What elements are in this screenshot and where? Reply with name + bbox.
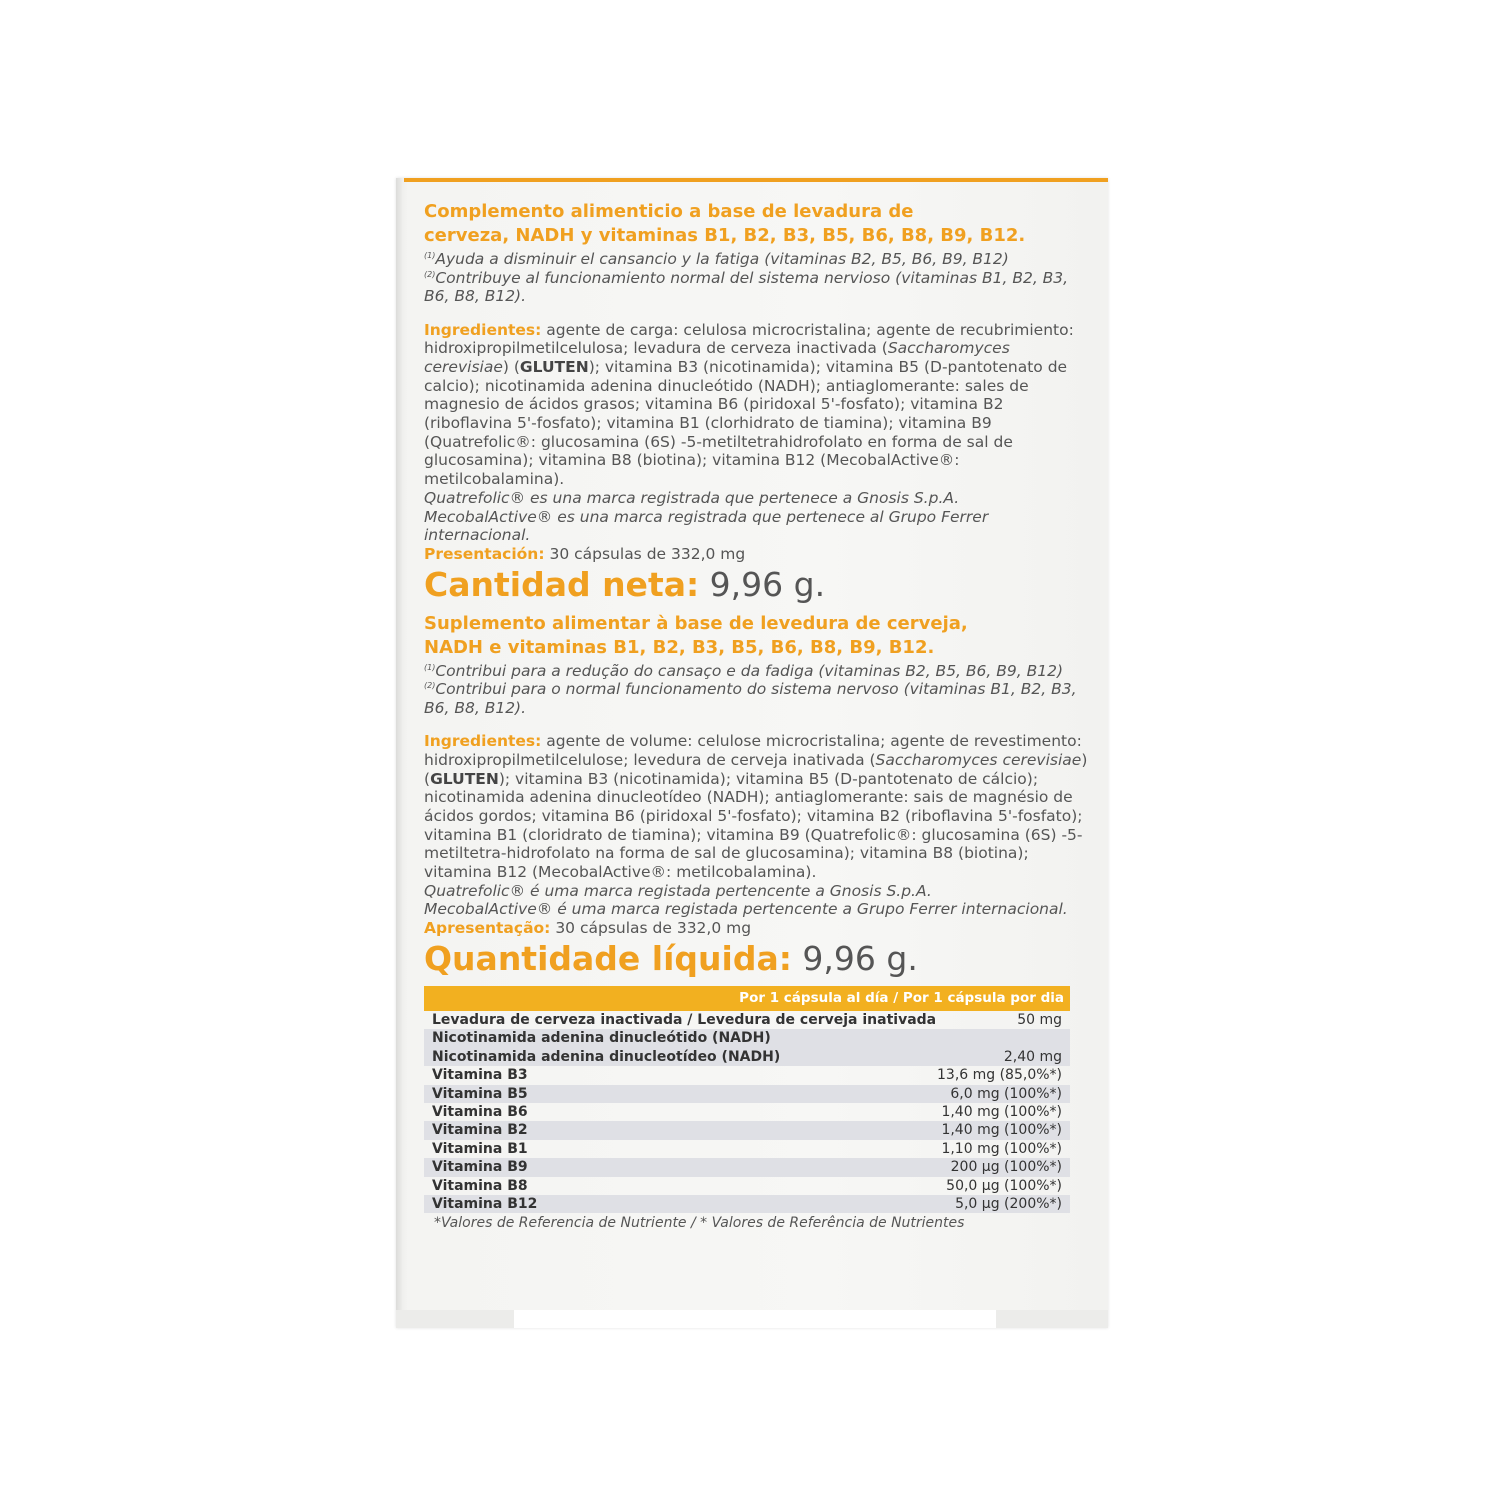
table-row [424, 1158, 1070, 1176]
es-claims [424, 250, 1092, 306]
table-row [424, 1066, 1070, 1084]
table-row-name: Vitamina B3 [432, 1067, 528, 1084]
table-row [424, 1085, 1070, 1103]
pt-ingredients-text-c: ); vitamina B3 (nicotinamida); vitamina B5 (D-pantotenato de cálcio); nicotinamida adenina dinucleotídeo (NADH); antiaglomerante: sais de magnésio de ácidos gordos; vitamina B6 (piridoxal 5'-fosfato); vitamina B2 (riboflavina 5'-fosfato); vitamina B1 (cloridrato de tiamina); vitamina B9 (Quatrefolic®: glucosamina (6S) -5-metiltetra-hidrofolato na forma de sal de glucosamina); vitamina B8 (biotina); vitamina B12 (MecobalActive®: metilcobalamina). [424, 769, 1083, 882]
box-bottom-flaps [396, 1310, 1108, 1328]
table-row [424, 1140, 1070, 1158]
pt-claim-2: Contribui para o normal funcionamento do sistema nervoso (vitaminas B1, B2, B3, B6, B8, B12). [424, 680, 1077, 717]
pt-net-label: Quantidade líquida: [424, 938, 792, 978]
pt-ingredients-species: Saccharomyces cerevisiae [875, 750, 1082, 769]
es-claim-2-mark: (2) [424, 269, 436, 279]
label-content [424, 200, 1092, 1232]
pt-net-value: 9,96 g. [791, 938, 918, 978]
box-top-orange-strip [404, 178, 1108, 182]
es-net-label: Cantidad neta: [424, 564, 700, 604]
es-ingredients-label: Ingredientes: [424, 320, 542, 339]
pt-headline-line-1: Suplemento alimentar à base de levedura de cerveja, [424, 612, 968, 634]
pt-claim-1: Contribui para a redução do cansaço e da fadiga (vitaminas B2, B5, B6, B9, B12) [435, 661, 1064, 680]
table-row [424, 1103, 1070, 1121]
table-row-value: 6,0 mg (100%*) [950, 1085, 1062, 1102]
nutrition-table [424, 986, 1070, 1232]
table-row [424, 1121, 1070, 1139]
pt-trademark-2: MecobalActive® é uma marca registada pertencente a Grupo Ferrer internacional. [424, 900, 1068, 919]
table-row-name: Vitamina B2 [432, 1122, 528, 1139]
nutrition-table-header: Por 1 cápsula al día / Por 1 cápsula por dia [424, 986, 1070, 1011]
pt-headline-line-2: NADH e vitaminas B1, B2, B3, B5, B6, B8, B9, B12. [424, 636, 935, 658]
pt-ingredients-text-b: ) ( [424, 750, 1088, 788]
table-row-name: Vitamina B1 [432, 1140, 528, 1157]
table-row-name: Vitamina B12 [432, 1195, 538, 1212]
table-row [424, 1029, 1070, 1047]
table-row-value: 1,40 mg (100%*) [941, 1122, 1062, 1139]
es-ingredients-species: Saccharomyces cerevisiae [424, 339, 1010, 376]
table-row-value: 200 µg (100%*) [950, 1159, 1062, 1176]
es-headline-line-2: cerveza, NADH y vitaminas B1, B2, B3, B5, B6, B8, B9, B12. [424, 225, 1026, 246]
table-row-name: Vitamina B8 [432, 1177, 528, 1194]
es-presentation-value: 30 cápsulas de 332,0 mg [544, 544, 746, 563]
table-row-name: Nicotinamida adenina dinucleotídeo (NADH) [432, 1048, 781, 1065]
es-net-quantity [424, 566, 1092, 604]
table-row-name: Vitamina B5 [432, 1085, 528, 1102]
pt-ingredients-allergen: GLUTEN [430, 769, 499, 788]
table-row-name: Levadura de cerveza inactivada / Levedura de cerveja inativada [432, 1011, 937, 1028]
box-flap-right [996, 1310, 1108, 1328]
es-ingredients-text-c: ); vitamina B3 (nicotinamida); vitamina B5 (D-pantotenato de calcio); nicotinamida adenina dinucleótido (NADH); antiaglomerante: sales de magnesio de ácidos grasos; vitamina B6 (piridoxal 5'-fosfato); vitamina B2 (riboflavina 5'-fosfato); vitamina B1 (clorhidrato de tiamina); vitamina B9 (Quatrefolic®: glucosamina (6S) -5-metiltetrahidrofolato en forma de sal de glucosamina); vitamina B8 (biotina); vitamina B12 (MecobalActive®: metilcobalamina). [424, 357, 1068, 489]
es-headline [424, 200, 1092, 248]
table-row-value: 5,0 µg (200%*) [955, 1195, 1062, 1212]
table-row-name: Vitamina B9 [432, 1159, 528, 1176]
pt-presentation-value: 30 cápsulas de 332,0 mg [550, 919, 752, 938]
box-side-edge [396, 178, 402, 1328]
table-row-value: 1,10 mg (100%*) [941, 1140, 1062, 1157]
table-row-name: Nicotinamida adenina dinucleótido (NADH) [432, 1030, 771, 1047]
pt-ingredients [424, 732, 1092, 882]
es-claim-1: Ayuda a disminuir el cansancio y la fatiga (vitaminas B2, B5, B6, B9, B12) [435, 250, 1009, 268]
table-row [424, 1048, 1070, 1066]
table-row-value: 13,6 mg (85,0%*) [937, 1067, 1062, 1084]
table-row-name: Vitamina B6 [432, 1103, 528, 1120]
box-flap-left [396, 1310, 514, 1328]
table-row-value: 50,0 µg (100%*) [946, 1177, 1062, 1194]
es-claim-1-mark: (1) [424, 251, 436, 260]
es-ingredients [424, 321, 1092, 489]
pt-ingredients-label: Ingredientes: [424, 732, 542, 751]
table-row-value: 2,40 mg [1003, 1048, 1062, 1065]
es-headline-line-1: Complemento alimenticio a base de levadura de [424, 201, 914, 222]
pt-net-quantity [424, 940, 1092, 978]
pt-presentation-label: Apresentação: [424, 919, 551, 938]
es-presentation-label: Presentación: [424, 544, 545, 563]
table-row-value: 1,40 mg (100%*) [941, 1103, 1062, 1120]
es-ingredients-allergen: GLUTEN [519, 357, 589, 376]
table-row-value: 50 mg [1017, 1011, 1062, 1028]
pt-claims [424, 662, 1092, 718]
es-net-value: 9,96 g. [699, 564, 826, 604]
nutrition-table-footnote: *Valores de Referencia de Nutriente / * Valores de Referência de Nutrientes [434, 1215, 965, 1232]
pt-claim-2-mark: (2) [424, 681, 436, 691]
pt-trademark-1: Quatrefolic® é uma marca registada pertencente a Gnosis S.p.A. [424, 881, 932, 900]
pt-headline [424, 612, 1092, 660]
es-trademark-2: MecobalActive® es una marca registrada que pertenece al Grupo Ferrer internacional. [424, 507, 989, 545]
table-row [424, 1195, 1070, 1213]
table-row [424, 1011, 1070, 1029]
pt-claim-1-mark: (1) [424, 662, 436, 672]
es-trademark-1: Quatrefolic® es una marca registrada que pertenece a Gnosis S.p.A. [424, 488, 960, 507]
es-presentation [424, 545, 1092, 564]
es-ingredients-text-a: agente de carga: celulosa microcristalina; agente de recubrimiento: hidroxipropilmetilcelulosa; levadura de cerveza inactivada ( [424, 320, 1074, 358]
es-ingredients-text-b: ) ( [502, 357, 520, 376]
es-claim-2: Contribuye al funcionamiento normal del sistema nervioso (vitaminas B1, B2, B3, B6, B8, B12). [424, 268, 1069, 305]
pt-ingredients-text-a: agente de volume: celulose microcristalina; agente de revestimento: hidroxipropilmetilcelulose; levedura de cerveja inativada ( [424, 732, 1082, 769]
table-row [424, 1177, 1070, 1195]
pt-presentation [424, 919, 1092, 938]
